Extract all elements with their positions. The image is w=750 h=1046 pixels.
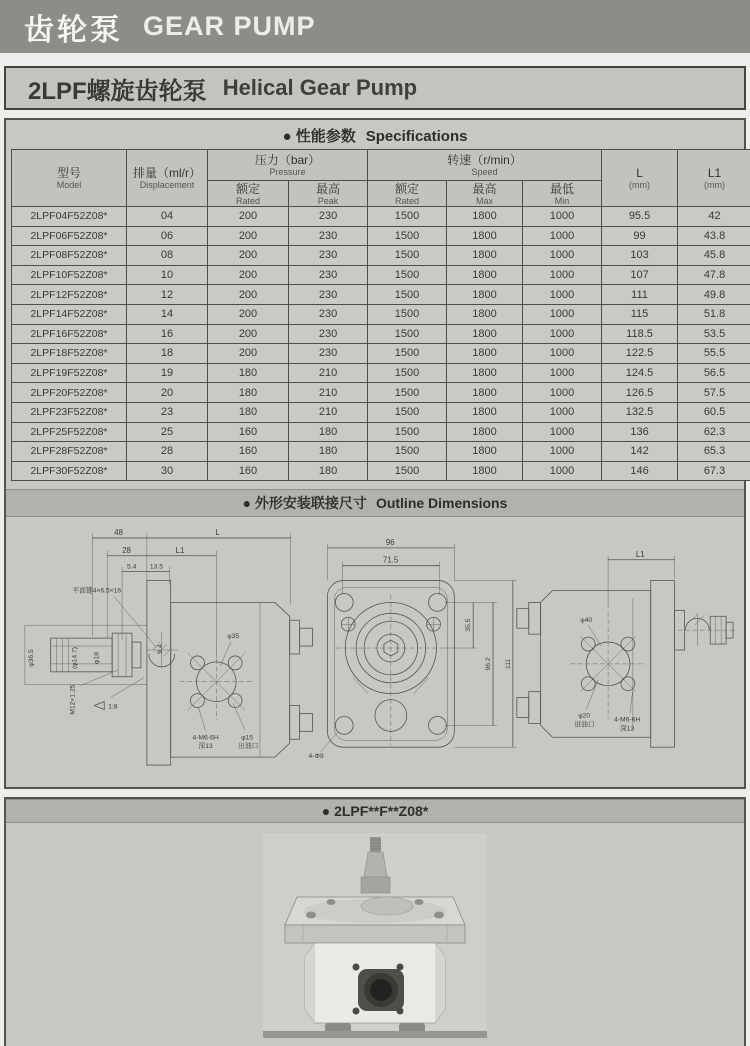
cell-speed-rated: 1500 bbox=[368, 363, 447, 383]
cell-speed-rated: 1500 bbox=[368, 344, 447, 364]
table-row bbox=[12, 324, 750, 344]
cell-speed-min: 1000 bbox=[523, 285, 602, 305]
cell-speed-min: 1000 bbox=[523, 461, 602, 481]
cell-pressure-rated: 200 bbox=[208, 265, 289, 285]
cell-l: 115 bbox=[602, 304, 678, 324]
cell-speed-min: 1000 bbox=[523, 422, 602, 442]
cell-speed-max: 1800 bbox=[447, 304, 523, 324]
col-header-speed: 转速（r/min） Speed bbox=[368, 150, 602, 181]
product-title-zh: 2LPF螺旋齿轮泵 bbox=[28, 77, 207, 105]
cell-speed-rated: 1500 bbox=[368, 207, 447, 227]
cell-l1: 65.3 bbox=[678, 442, 750, 462]
cell-l1: 55.5 bbox=[678, 344, 750, 364]
cell-displacement: 25 bbox=[127, 422, 208, 442]
cell-speed-max: 1800 bbox=[447, 461, 523, 481]
cell-speed-max: 1800 bbox=[447, 265, 523, 285]
dim-label: 48 bbox=[114, 528, 123, 538]
cell-pressure-peak: 230 bbox=[289, 285, 368, 305]
cell-pressure-rated: 180 bbox=[208, 383, 289, 403]
cell-model: 2LPF10F52Z08* bbox=[12, 265, 127, 285]
gear-pump-photo bbox=[263, 833, 487, 1038]
col-header-model: 型号 Model bbox=[12, 150, 127, 207]
cell-pressure-peak: 230 bbox=[289, 344, 368, 364]
dim-label: 深13 bbox=[619, 725, 635, 733]
cell-l1: 43.8 bbox=[678, 226, 750, 246]
dim-label: 28 bbox=[122, 546, 131, 556]
cell-displacement: 14 bbox=[127, 304, 208, 324]
cell-displacement: 10 bbox=[127, 265, 208, 285]
cell-model: 2LPF12F52Z08* bbox=[12, 285, 127, 305]
dim-label: L bbox=[215, 528, 220, 538]
dim-label: φ35 bbox=[227, 633, 240, 641]
cell-l1: 47.8 bbox=[678, 265, 750, 285]
dim-label: φ36.5 bbox=[27, 649, 35, 667]
dim-label: φ20 bbox=[578, 712, 591, 720]
cell-pressure-rated: 200 bbox=[208, 324, 289, 344]
cell-pressure-rated: 180 bbox=[208, 402, 289, 422]
cell-pressure-peak: 230 bbox=[289, 265, 368, 285]
cell-speed-max: 1800 bbox=[447, 324, 523, 344]
cell-model: 2LPF14F52Z08* bbox=[12, 304, 127, 324]
page-header bbox=[0, 0, 750, 53]
cell-l: 103 bbox=[602, 246, 678, 266]
cell-speed-rated: 1500 bbox=[368, 442, 447, 462]
cell-pressure-rated: 200 bbox=[208, 246, 289, 266]
product-photo-area bbox=[6, 823, 744, 1046]
specs-section-title bbox=[11, 122, 739, 149]
dim-label: 出油口 bbox=[238, 743, 259, 751]
page-title-en: GEAR PUMP bbox=[143, 11, 316, 41]
cell-speed-max: 1800 bbox=[447, 344, 523, 364]
cell-l: 122.5 bbox=[602, 344, 678, 364]
dim-label: L1 bbox=[635, 550, 645, 560]
dim-label: 平面键4×6.5×16 bbox=[72, 587, 122, 595]
specs-title-en: Specifications bbox=[365, 128, 468, 145]
cell-l: 124.5 bbox=[602, 363, 678, 383]
cell-model: 2LPF04F52Z08* bbox=[12, 207, 127, 227]
cell-speed-min: 1000 bbox=[523, 344, 602, 364]
cell-l1: 57.5 bbox=[678, 383, 750, 403]
cell-l: 111 bbox=[602, 285, 678, 305]
cell-pressure-rated: 160 bbox=[208, 442, 289, 462]
cell-speed-rated: 1500 bbox=[368, 285, 447, 305]
cell-pressure-peak: 210 bbox=[289, 363, 368, 383]
cell-pressure-rated: 160 bbox=[208, 461, 289, 481]
cell-speed-max: 1800 bbox=[447, 363, 523, 383]
dim-label: φ15 bbox=[241, 734, 253, 742]
cell-l: 146 bbox=[602, 461, 678, 481]
dim-label: M12×1.25 bbox=[69, 684, 77, 715]
cell-speed-rated: 1500 bbox=[368, 226, 447, 246]
page-title-zh: 齿轮泵 bbox=[24, 13, 123, 47]
cell-speed-rated: 1500 bbox=[368, 265, 447, 285]
cell-model: 2LPF06F52Z08* bbox=[12, 226, 127, 246]
table-row bbox=[12, 442, 750, 462]
dim-label: φ40 bbox=[580, 617, 593, 625]
specs-table-header bbox=[12, 150, 750, 207]
cell-speed-min: 1000 bbox=[523, 442, 602, 462]
model-code-section bbox=[4, 797, 746, 1046]
cell-pressure-peak: 230 bbox=[289, 304, 368, 324]
table-row bbox=[12, 422, 750, 442]
cell-speed-min: 1000 bbox=[523, 383, 602, 403]
cell-model: 2LPF28F52Z08* bbox=[12, 442, 127, 462]
cell-displacement: 20 bbox=[127, 383, 208, 403]
outline-drawing bbox=[11, 519, 739, 783]
cell-speed-max: 1800 bbox=[447, 207, 523, 227]
dim-label: 4-Φ9 bbox=[308, 753, 324, 761]
cell-speed-min: 1000 bbox=[523, 363, 602, 383]
dim-label: 深13 bbox=[198, 743, 213, 751]
cell-pressure-rated: 160 bbox=[208, 422, 289, 442]
cell-pressure-peak: 230 bbox=[289, 207, 368, 227]
cell-model: 2LPF19F52Z08* bbox=[12, 363, 127, 383]
table-row bbox=[12, 363, 750, 383]
cell-speed-max: 1800 bbox=[447, 285, 523, 305]
specs-title-zh: ● 性能参数 bbox=[282, 128, 356, 145]
table-row bbox=[12, 304, 750, 324]
dim-label: L1 bbox=[175, 546, 185, 556]
front-view bbox=[309, 538, 517, 760]
cell-l1: 67.3 bbox=[678, 461, 750, 481]
cell-speed-max: 1800 bbox=[447, 246, 523, 266]
cell-l: 107 bbox=[602, 265, 678, 285]
col-header-l: L (mm) bbox=[602, 150, 678, 207]
cell-displacement: 23 bbox=[127, 402, 208, 422]
cell-speed-rated: 1500 bbox=[368, 383, 447, 403]
cell-speed-min: 1000 bbox=[523, 246, 602, 266]
dim-label: 111 bbox=[504, 659, 512, 670]
cell-displacement: 06 bbox=[127, 226, 208, 246]
cell-speed-rated: 1500 bbox=[368, 246, 447, 266]
outline-drawing-area bbox=[11, 517, 739, 783]
table-row bbox=[12, 265, 750, 285]
model-code-title: ● 2LPF**F**Z08* bbox=[6, 799, 744, 823]
cell-l1: 42 bbox=[678, 207, 750, 227]
cell-model: 2LPF18F52Z08* bbox=[12, 344, 127, 364]
cell-speed-rated: 1500 bbox=[368, 461, 447, 481]
cell-l1: 60.5 bbox=[678, 402, 750, 422]
dim-label: 5.4 bbox=[127, 563, 137, 571]
cell-pressure-peak: 180 bbox=[289, 422, 368, 442]
dim-label: 35.5 bbox=[465, 618, 473, 633]
cell-pressure-peak: 180 bbox=[289, 442, 368, 462]
cell-pressure-peak: 230 bbox=[289, 226, 368, 246]
cell-pressure-rated: 200 bbox=[208, 207, 289, 227]
cell-model: 2LPF20F52Z08* bbox=[12, 383, 127, 403]
cell-l1: 53.5 bbox=[678, 324, 750, 344]
table-row bbox=[12, 402, 750, 422]
cell-pressure-peak: 230 bbox=[289, 246, 368, 266]
dim-label: 4-M6-6H bbox=[614, 716, 641, 724]
side-view bbox=[25, 528, 313, 765]
cell-l: 95.5 bbox=[602, 207, 678, 227]
cell-speed-min: 1000 bbox=[523, 402, 602, 422]
table-row bbox=[12, 461, 750, 481]
dim-label: 进油口 bbox=[574, 721, 595, 729]
product-title-en: Helical Gear Pump bbox=[222, 75, 418, 100]
col-header-pressure-rated: 额定 Rated bbox=[208, 181, 289, 207]
cell-l: 132.5 bbox=[602, 402, 678, 422]
rear-view bbox=[517, 550, 736, 747]
col-header-speed-rated: 额定 Rated bbox=[368, 181, 447, 207]
dim-label: 96 bbox=[385, 538, 395, 548]
cell-speed-rated: 1500 bbox=[368, 304, 447, 324]
cell-pressure-peak: 210 bbox=[289, 383, 368, 403]
dim-label: (φ14.7) bbox=[71, 647, 79, 670]
cell-speed-rated: 1500 bbox=[368, 422, 447, 442]
cell-displacement: 04 bbox=[127, 207, 208, 227]
cell-l1: 51.8 bbox=[678, 304, 750, 324]
cell-l: 142 bbox=[602, 442, 678, 462]
cell-pressure-peak: 180 bbox=[289, 461, 368, 481]
product-photo bbox=[263, 833, 487, 1038]
cell-displacement: 18 bbox=[127, 344, 208, 364]
cell-speed-min: 1000 bbox=[523, 324, 602, 344]
col-header-displacement: 排量（ml/r） Displacement bbox=[127, 150, 208, 207]
cell-model: 2LPF25F52Z08* bbox=[12, 422, 127, 442]
cell-speed-min: 1000 bbox=[523, 265, 602, 285]
cell-displacement: 16 bbox=[127, 324, 208, 344]
cell-pressure-peak: 210 bbox=[289, 402, 368, 422]
product-title-box bbox=[4, 66, 746, 110]
cell-displacement: 30 bbox=[127, 461, 208, 481]
cell-speed-rated: 1500 bbox=[368, 402, 447, 422]
cell-l1: 45.8 bbox=[678, 246, 750, 266]
cell-l: 99 bbox=[602, 226, 678, 246]
cell-speed-rated: 1500 bbox=[368, 324, 447, 344]
dim-label: 4-M6-6H bbox=[192, 734, 219, 742]
table-row bbox=[12, 207, 750, 227]
cell-displacement: 08 bbox=[127, 246, 208, 266]
specs-table-body bbox=[12, 207, 750, 481]
cell-l: 118.5 bbox=[602, 324, 678, 344]
cell-l: 126.5 bbox=[602, 383, 678, 403]
outline-section-title: ● 外形安装联接尺寸 Outline Dimensions bbox=[6, 489, 744, 517]
table-row bbox=[12, 226, 750, 246]
table-row bbox=[12, 344, 750, 364]
cell-speed-max: 1800 bbox=[447, 422, 523, 442]
cell-speed-max: 1800 bbox=[447, 402, 523, 422]
cell-speed-min: 1000 bbox=[523, 304, 602, 324]
cell-displacement: 12 bbox=[127, 285, 208, 305]
cell-model: 2LPF23F52Z08* bbox=[12, 402, 127, 422]
cell-speed-max: 1800 bbox=[447, 226, 523, 246]
cell-displacement: 19 bbox=[127, 363, 208, 383]
dim-label: 13.5 bbox=[149, 563, 163, 571]
cell-l1: 56.5 bbox=[678, 363, 750, 383]
cell-pressure-rated: 200 bbox=[208, 344, 289, 364]
dim-label: 1:8 bbox=[108, 703, 118, 711]
dim-label: 9.4 bbox=[156, 644, 164, 655]
col-header-speed-min: 最低 Min bbox=[523, 181, 602, 207]
col-header-pressure-peak: 最高 Peak bbox=[289, 181, 368, 207]
cell-model: 2LPF16F52Z08* bbox=[12, 324, 127, 344]
cell-l1: 62.3 bbox=[678, 422, 750, 442]
cell-pressure-peak: 230 bbox=[289, 324, 368, 344]
cell-speed-min: 1000 bbox=[523, 226, 602, 246]
cell-model: 2LPF30F52Z08* bbox=[12, 461, 127, 481]
cell-l: 136 bbox=[602, 422, 678, 442]
dim-label: 71.5 bbox=[382, 556, 399, 566]
col-header-pressure: 压力（bar） Pressure bbox=[208, 150, 368, 181]
specifications-section bbox=[4, 118, 746, 789]
cell-pressure-rated: 180 bbox=[208, 363, 289, 383]
col-header-speed-max: 最高 Max bbox=[447, 181, 523, 207]
dim-label: φ18 bbox=[93, 652, 101, 665]
cell-pressure-rated: 200 bbox=[208, 304, 289, 324]
cell-speed-max: 1800 bbox=[447, 442, 523, 462]
cell-displacement: 28 bbox=[127, 442, 208, 462]
dim-label: 96.2 bbox=[485, 657, 493, 671]
cell-model: 2LPF08F52Z08* bbox=[12, 246, 127, 266]
specs-table bbox=[11, 149, 750, 481]
cell-pressure-rated: 200 bbox=[208, 285, 289, 305]
col-header-l1: L1 (mm) bbox=[678, 150, 750, 207]
cell-speed-min: 1000 bbox=[523, 207, 602, 227]
cell-speed-max: 1800 bbox=[447, 383, 523, 403]
table-row bbox=[12, 383, 750, 403]
table-row bbox=[12, 246, 750, 266]
cell-l1: 49.8 bbox=[678, 285, 750, 305]
cell-pressure-rated: 200 bbox=[208, 226, 289, 246]
table-row bbox=[12, 285, 750, 305]
